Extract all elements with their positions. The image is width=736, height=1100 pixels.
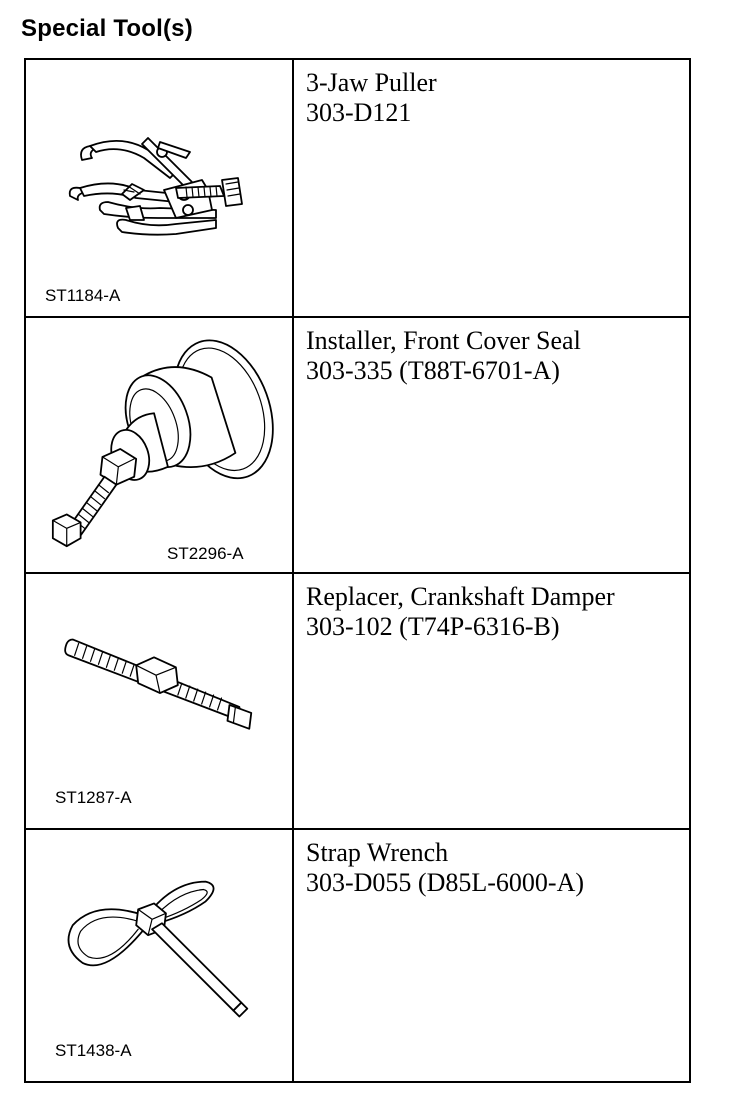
tool-info-cell bbox=[294, 574, 689, 828]
tool-image-cell bbox=[26, 574, 294, 828]
illustration-code: ST1287-A bbox=[55, 788, 132, 807]
tool-number: 303-D055 (D85L-6000-A) bbox=[306, 868, 585, 897]
illustration-code: ST1184-A bbox=[45, 286, 121, 305]
tool-image-cell bbox=[26, 60, 294, 316]
tool-info-cell bbox=[294, 318, 689, 572]
tool-row bbox=[26, 572, 689, 828]
tool-image-cell bbox=[26, 830, 294, 1081]
tool-number: 303-102 (T74P-6316-B) bbox=[306, 612, 560, 641]
special-tools-table bbox=[24, 58, 691, 1083]
page-title: Special Tool(s) bbox=[21, 15, 193, 42]
illustration-code: ST2296-A bbox=[167, 544, 244, 563]
three-jaw-puller-icon bbox=[26, 60, 292, 316]
illustration-code: ST1438-A bbox=[55, 1041, 132, 1060]
tool-name: Strap Wrench bbox=[306, 838, 449, 867]
tool-image-cell bbox=[26, 318, 294, 572]
tool-info-cell bbox=[294, 830, 689, 1081]
tool-row bbox=[26, 828, 689, 1081]
tool-number: 303-335 (T88T-6701-A) bbox=[306, 356, 560, 385]
tool-name: Replacer, Crankshaft Damper bbox=[306, 582, 615, 611]
tool-row bbox=[26, 60, 689, 316]
tool-name: 3-Jaw Puller bbox=[306, 68, 437, 97]
tool-number: 303-D121 bbox=[306, 98, 412, 127]
tool-row bbox=[26, 316, 689, 572]
seal-installer-icon bbox=[26, 318, 292, 572]
tool-name: Installer, Front Cover Seal bbox=[306, 326, 581, 355]
tool-info-cell bbox=[294, 60, 689, 316]
